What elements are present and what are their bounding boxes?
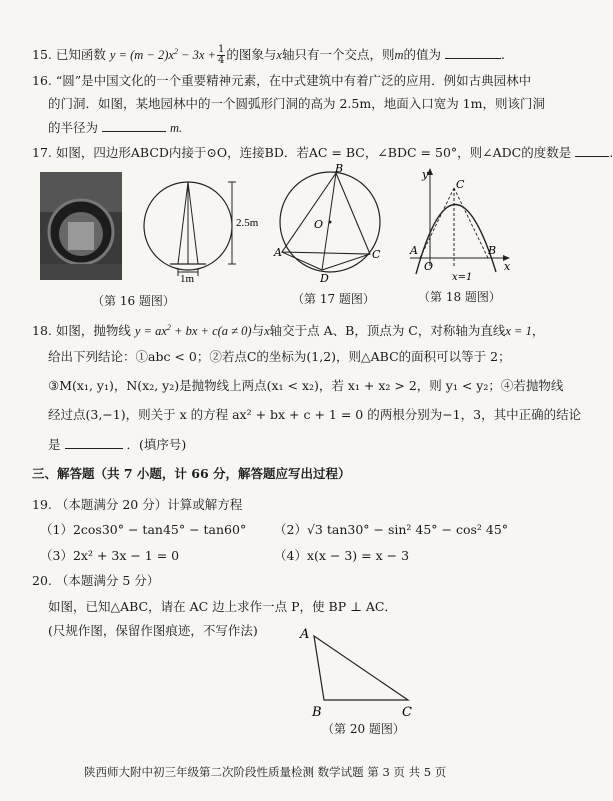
label-a: A	[300, 627, 310, 642]
label-c: C	[456, 178, 465, 191]
question-number: 20.	[32, 573, 52, 588]
label-c: C	[372, 248, 381, 261]
answer-blank[interactable]	[65, 436, 123, 449]
question-16-line-2: 的门洞．如图，某地园林中的一个圆弧形门洞的高为 2.5m，地面入口宽为 1m，则该门洞	[48, 96, 545, 111]
question-20-line-1: 如图，已知△ABC，请在 AC 边上求作一点 P，使 BP ⊥ AC．	[48, 599, 397, 614]
label-width: 1m	[180, 273, 195, 285]
door-photo-illustration	[40, 172, 122, 280]
label-height: 2.5m	[236, 217, 259, 229]
caption-figure-20: （第 20 题图）	[322, 722, 405, 736]
question-18-line-3: ③M(x₁, y₁)，N(x₂, y₂)是抛物线上两点(x₁ < x₂)，若 x₁ + x₂ > 2，则 y₁ < y₂；④若抛物线	[48, 378, 564, 393]
garden-door-photo	[40, 172, 122, 280]
answer-blank[interactable]	[102, 119, 166, 132]
label-symmetry-axis: x=1	[452, 272, 473, 283]
answer-blank[interactable]	[575, 144, 609, 157]
label-d: D	[320, 272, 329, 285]
question-number: 17.	[32, 145, 52, 160]
question-19-part-4: （4）x(x − 3) = x − 3	[274, 548, 410, 563]
question-number: 16.	[32, 73, 52, 88]
caption-figure-16: （第 16 题图）	[92, 294, 175, 308]
question-18-line-4: 经过点(3,−1)，则关于 x 的方程 ax² + bx + c + 1 = 0 的两根分别为−1，3，其中正确的结论	[48, 407, 582, 422]
question-number: 19.	[32, 497, 52, 512]
question-18-line-5: 是 ．(填序号)	[48, 437, 187, 452]
question-18-line-2: 给出下列结论：①abc < 0；②若点C的坐标为(1,2)，则△ABC的面积可以等于 2；	[48, 349, 511, 364]
question-15: 15. 已知函数 $y = (m - 2)x^2 - 3x$ + $\frac{1}{4}$ 的图象与x轴只有一个交点，则m的值为 .	[32, 44, 505, 67]
figure-18-diagram	[404, 166, 514, 284]
question-18-line-1: 18. 如图，抛物线 $y = ax^2$ + bx + c(a ≠ 0)与x轴交于点 A、B，顶点为 C，对称轴为直线x = 1，	[32, 323, 545, 339]
question-17: 17. 如图，四边形ABCD内接于⊙O，连接BD．若AC = BC，∠BDC = 50°，则∠ADC的度数是 .	[32, 145, 613, 160]
label-y-axis: y	[422, 168, 429, 181]
page-footer: 陕西师大附中初三年级第二次阶段性质量检测 数学试题 第 3 页 共 5 页	[84, 765, 447, 779]
answer-blank[interactable]	[445, 46, 501, 59]
label-a: A	[274, 246, 282, 259]
label-b: B	[312, 705, 322, 720]
caption-figure-18: （第 18 题图）	[418, 290, 501, 304]
label-o: O	[314, 218, 324, 231]
function-formula: $y = (m - 2)x^2 - 3x$ +	[109, 47, 216, 63]
question-number: 18.	[32, 323, 52, 339]
question-number: 15.	[32, 47, 52, 63]
question-20: 20. （本题满分 5 分）	[32, 573, 160, 588]
label-b: B	[488, 244, 497, 257]
question-16-line-3: 的半径为 m.	[48, 120, 183, 135]
figure-17-diagram	[276, 164, 386, 284]
label-c: C	[402, 705, 412, 720]
caption-figure-17: （第 17 题图）	[292, 292, 375, 306]
label-o: O	[424, 260, 434, 273]
question-19-part-1: （1）2cos30° − tan45° − tan60°	[40, 522, 247, 537]
label-x-axis: x	[504, 260, 511, 273]
label-b: B	[335, 162, 344, 175]
question-19-part-3: （3）2x² + 3x − 1 = 0	[40, 548, 180, 563]
question-19: 19. （本题满分 20 分）计算或解方程	[32, 497, 243, 512]
section-heading: 三、解答题（共 7 小题，计 66 分，解答题应写出过程）	[32, 466, 351, 481]
question-20-line-2: (尺规作图，保留作图痕迹，不写作法)	[48, 623, 258, 638]
question-16-line-1: 16. “圆”是中国文化的一个重要精神元素，在中式建筑中有着广泛的应用．例如古典园林中	[32, 73, 532, 88]
question-19-part-2: （2）√3 tan30° − sin² 45° − cos² 45°	[274, 522, 509, 537]
parabola-formula: $y = ax^2$ + bx + c(a ≠ 0)	[134, 323, 252, 339]
label-a: A	[410, 244, 418, 257]
figure-16-diagram	[140, 176, 270, 286]
figure-20-triangle	[296, 622, 426, 722]
